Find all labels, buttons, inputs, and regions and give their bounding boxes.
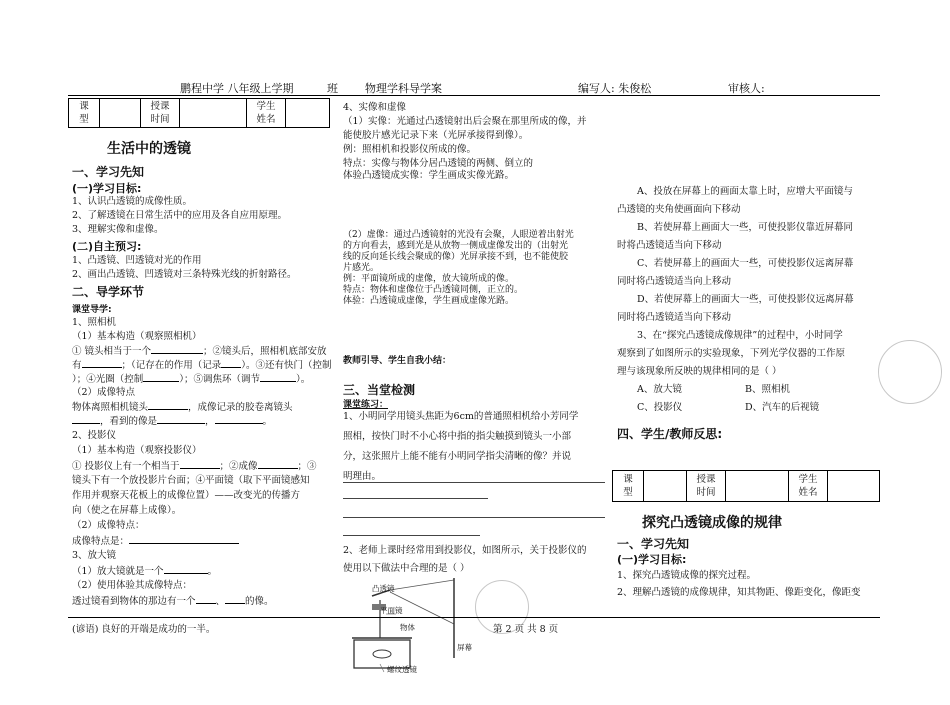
projector-heading: 2、投影仪	[72, 430, 117, 441]
question-1-line-3: 分，这张照片上能不能有小明同学指尖清晰的像？并说	[343, 451, 572, 462]
header-author: 编写人: 朱俊松	[578, 82, 652, 95]
question-2-line-2: 使用以下做法中合理的是（ ）	[343, 563, 470, 574]
camera-features-heading: （2）成像特点	[72, 387, 136, 398]
fill-blank[interactable]	[260, 371, 296, 382]
fill-blank[interactable]	[225, 593, 245, 604]
fill-blank[interactable]	[143, 371, 179, 382]
course-type-label: 课 型	[613, 471, 644, 502]
camera-structure: （1）基本构造（观察照相机）	[72, 331, 202, 342]
camera-features-1: 物体离照相机镜头 ，成像记录的胶卷离镜头	[72, 399, 293, 415]
figure-label-object: 物体	[400, 623, 415, 632]
class-guide-label: 课堂导学:	[72, 305, 112, 315]
option-b-line-2: 时将凸透镜适当向下移动	[617, 240, 722, 251]
fill-blank[interactable]	[196, 593, 216, 604]
section-4-heading: 四、学生/教师反思:	[617, 427, 723, 441]
projector-line-3: 作用并观察天花板上的成像位置）——改变光的传播方	[72, 490, 301, 501]
fill-blank[interactable]	[82, 357, 122, 368]
class-time-label: 授课 时间	[141, 99, 180, 128]
camera-line-2: 有 ；（记存在的作用（记录 ）。③还有快门（控制	[72, 357, 332, 373]
projector-line-1: ① 投影仪上有一个相当于 ；②成像 ；③	[72, 458, 317, 474]
virtual-image-2: 的方向看去，感到光是从放物一侧成虚像发出的（出射光	[343, 241, 569, 251]
answer-line-2[interactable]	[343, 498, 488, 499]
virtual-image-activity: 体验：凸透镜成虚像，学生画成虚像光路。	[343, 296, 515, 306]
option-d-line-2: 同时将凸透镜适当向下移动	[617, 312, 732, 323]
option-d-line-1: D、若使屏幕上的画面大一些，可使投影仪远离屏幕	[637, 294, 854, 305]
section-1-heading: 一、学习先知	[72, 165, 145, 179]
camera-features-2: ，看到的像是 ， 。	[72, 413, 272, 429]
fill-blank[interactable]	[148, 399, 188, 410]
section-3-heading: 三、当堂检测	[343, 383, 416, 397]
answer-option-c[interactable]: C、投影仪	[637, 402, 683, 413]
question-1-line-2: 照相，按快门时不小心将中指的指尖触摸到镜头一小部	[343, 431, 572, 442]
question-2-line-1: 2、老师上课时经常用到投影仪，如图所示，关于投影仪的	[343, 545, 587, 556]
option-b-line-1: B、若使屏幕上画面大一些，可使投影仪靠近屏幕同	[637, 222, 853, 233]
course-type-cell[interactable]	[644, 471, 687, 502]
answer-option-a[interactable]: A、放大镜	[637, 384, 682, 395]
info-table-right	[612, 470, 880, 502]
projector-line-2: 镜头下有一个放投影片台面；④平面镜（取下平面镜感知	[72, 475, 310, 486]
real-image-1: （1）实像：光通过凸透镜射出后会聚在那里所成的像，并	[343, 116, 587, 127]
answer-option-d[interactable]: D、汽车的后视镜	[745, 402, 820, 413]
student-name-label: 学生 姓名	[247, 99, 286, 128]
camera-line-1: ① 镜头相当于一个 ；②镜头后，照相机底部安放	[72, 343, 327, 359]
student-name-cell[interactable]	[828, 471, 880, 502]
camera-heading: 1、照相机	[72, 317, 117, 328]
course-type-cell[interactable]	[100, 99, 141, 128]
question-3-line-1: 3、在“探究凸透镜成像规律”的过程中，小时同学	[637, 330, 843, 341]
header-school: 鹏程中学 八年级上学期	[180, 82, 294, 95]
fill-blank[interactable]	[151, 343, 203, 354]
watermark-stamp	[878, 340, 942, 404]
info-table-left	[68, 98, 330, 128]
fill-blank[interactable]	[129, 533, 239, 544]
real-image-feature: 特点：实像与物体分居凸透镜的两侧、倒立的	[343, 158, 534, 169]
second-lesson-title: 探究凸透镜成像的规律	[642, 515, 782, 531]
fill-blank[interactable]	[157, 413, 205, 424]
question-1-line-1: 1、小明同学用镜头焦距为6cm的普通照相机给小芳同学	[343, 411, 579, 422]
fill-blank[interactable]	[72, 413, 100, 424]
answer-line-3[interactable]	[343, 517, 605, 518]
goal-2: 2、了解透镜在日常生活中的应用及各自应用原理。	[72, 210, 288, 221]
class-time-cell[interactable]	[726, 471, 789, 502]
figure-label-lens: 凸透镜	[372, 584, 395, 593]
fill-blank[interactable]	[215, 413, 263, 424]
class-time-cell[interactable]	[180, 99, 247, 128]
question-3-line-3: 理与该现象所反映的规律相同的是（ ）	[617, 366, 782, 377]
header-rule	[68, 95, 880, 96]
goal-1: 1、认识凸透镜的成像性质。	[72, 196, 193, 207]
fill-blank[interactable]	[258, 458, 298, 469]
goal-3: 3、理解实像和虚像。	[72, 224, 164, 235]
practice-label: 课堂练习：	[343, 400, 389, 410]
student-name-label: 学生 姓名	[789, 471, 828, 502]
summary-label: 教师引导、学生自我小结：	[343, 356, 452, 366]
second-objectives-heading: (一)学习目标:	[617, 553, 687, 566]
second-section-1-heading: 一、学习先知	[617, 537, 690, 551]
section-2-heading: 二、导学环节	[72, 285, 145, 299]
header-class: 班	[327, 82, 338, 95]
question-3-line-2: 观察到了如图所示的实验现象，下列光学仪器的工作原	[617, 348, 846, 359]
figure-label-fresnel: 螺纹透镜	[387, 665, 417, 674]
projector-features-heading: （2）成像特点：	[72, 520, 145, 531]
virtual-image-feature: 特点：物体和虚像位于凸透镜同侧，正立的。	[343, 285, 524, 295]
preview-1: 1、凸透镜、凹透镜对光的作用	[72, 255, 202, 266]
class-time-label: 授课 时间	[687, 471, 726, 502]
virtual-image-3: 线的反向延长线会聚成的像）光屏承接不到，也不能使胶	[343, 252, 569, 262]
projector-lamp	[373, 650, 391, 658]
virtual-image-example: 例：平面镜所成的虚像，放大镜所成的像。	[343, 274, 515, 284]
magnifier-line-1: （1）放大镜就是一个 。	[72, 563, 217, 579]
fill-blank[interactable]	[180, 458, 220, 469]
light-ray	[390, 580, 454, 590]
second-goal-1: 1、探究凸透镜成像的探究过程。	[617, 570, 757, 581]
page-number: 第 2 页 共 8 页	[493, 624, 559, 635]
fill-blank[interactable]	[164, 563, 208, 574]
fill-blank[interactable]	[221, 357, 241, 368]
real-image-activity: 体验凸透镜成实像：学生画成实像光路。	[343, 170, 515, 181]
objectives-heading: (一)学习目标:	[72, 182, 142, 195]
page-title: 生活中的透镜	[107, 141, 191, 157]
student-name-cell[interactable]	[286, 99, 330, 128]
answer-line-1[interactable]	[343, 482, 605, 483]
option-c-line-2: 同时将凸透镜适当向上移动	[617, 276, 732, 287]
projector-features: 成像特点是：	[72, 533, 239, 549]
virtual-image-1: （2）虚像：通过凸透镜射的光没有会聚，人眼逆着出射光	[343, 230, 574, 240]
projector-line-4: 向（使之在屏幕上成像）。	[72, 505, 182, 516]
footer-rule	[68, 617, 880, 618]
figure-label-screen: 屏幕	[457, 643, 472, 652]
answer-option-b[interactable]: B、照相机	[745, 384, 790, 395]
projector-structure: （1）基本构造（观察投影仪）	[72, 445, 202, 456]
header-reviewer: 审核人:	[728, 82, 765, 95]
real-virtual-heading: 4、实像和虚像	[343, 102, 407, 113]
real-image-2: 能使胶片感光记录下来（光屏承接得到像）。	[343, 130, 529, 141]
real-image-example: 例：照相机和投影仪所成的像。	[343, 144, 477, 155]
virtual-image-4: 片感光。	[343, 263, 380, 273]
preview-2: 2、画出凸透镜、凹透镜对三条特殊光线的折射路径。	[72, 269, 297, 280]
magnifier-line-3: 透过镜看到物体的那边有一个 、 的像。	[72, 593, 274, 609]
preview-heading: (二)自主预习:	[72, 240, 142, 253]
camera-line-3: ）；④光圈（控制 ）；⑤调焦环（调节 ）。	[72, 371, 310, 387]
header-subject: 物理学科导学案	[365, 82, 442, 95]
magnifier-heading: 3、放大镜	[72, 550, 117, 561]
option-a-line-2: 凸透镜的夹角使画面向下移动	[617, 204, 741, 215]
option-c-line-1: C、若使屏幕上的画面大一些，可使投影仪远离屏幕	[637, 258, 854, 269]
figure-label-mirror: 平面镜	[380, 606, 403, 615]
footer-motto: (谚语) 良好的开端是成功的一半。	[72, 624, 216, 635]
second-goal-2: 2、理解凸透镜的成像规律，知其物距、像距变化，像距变	[617, 587, 861, 598]
magnifier-line-2: （2）使用体验其成像特点：	[72, 580, 193, 591]
option-a-line-1: A、投放在屏幕上的画面太靠上时，应增大平面镜与	[637, 186, 853, 197]
answer-line-4[interactable]	[343, 535, 480, 536]
question-1-line-4: 明理由。	[343, 471, 382, 482]
course-type-label: 课 型	[69, 99, 100, 128]
